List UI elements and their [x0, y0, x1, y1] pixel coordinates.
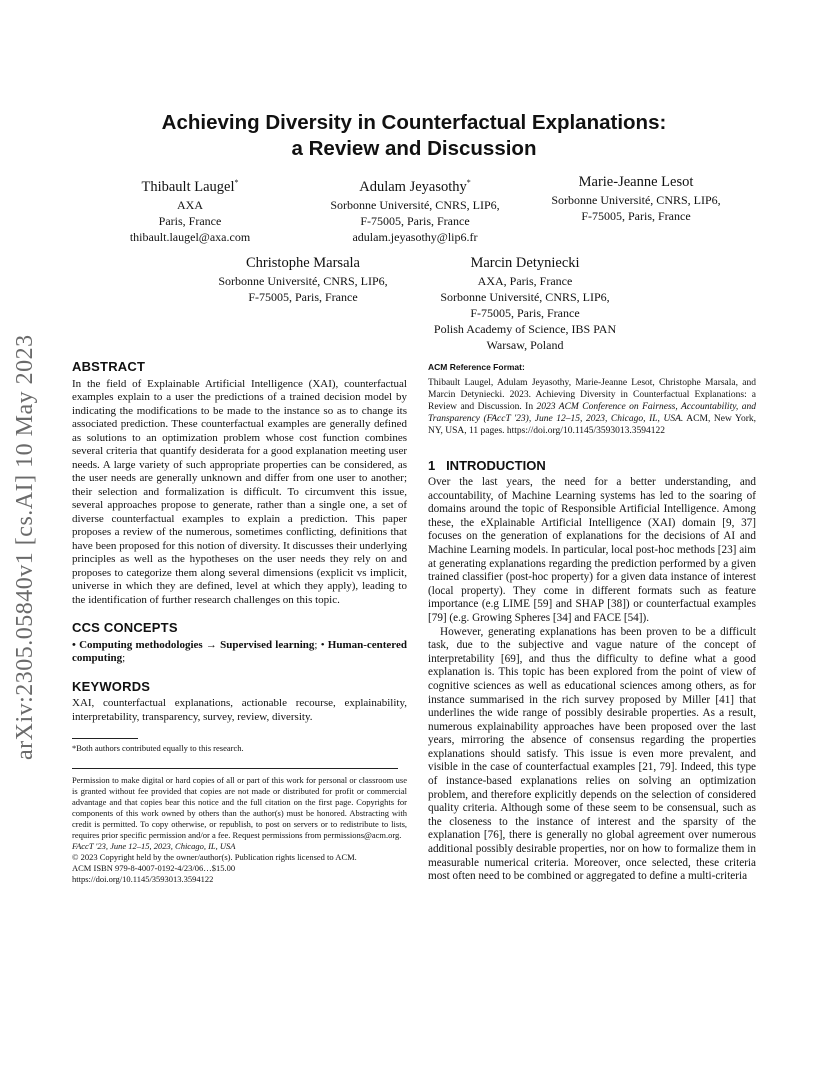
- ccs-heading: CCS CONCEPTS: [72, 620, 178, 635]
- intro-heading: 1 INTRODUCTION: [428, 457, 546, 473]
- author-affiliation: Polish Academy of Science, IBS PAN: [433, 322, 617, 336]
- intro-paragraph-1: Over the last years, the need for a better understanding, and accountability, of Machine Learning systems has led to the soaring of domains around the topic of Responsible Artificial Intelligence. Among these, the eXplainable Artificial Intelligence (XAI) domain [9, 37] focuses on the generation of explanations for the decisions of AI and Machine Learning models. In particular, local post-hoc methods [23] aim at generating explanations regarding the prediction performed by a given trained classifier (post-hoc property) for a given data instance of interest (local property). They come in different formats such as feature importance (e.g LIME [59] and SHAP [38]) or counterfactual examples [79] (e.g. Growing Spheres [34] and FACE [54]).: [428, 476, 756, 624]
- author-affiliation: AXA, Paris, France: [477, 274, 573, 288]
- author-block: [415, 254, 635, 353]
- permission-rule: [72, 768, 398, 769]
- author-location: F-75005, Paris, France: [470, 306, 580, 320]
- keywords-text: XAI, counterfactual explanations, actionable recourse, explainability, interpretability, transparency, survey, review, diversity.: [72, 697, 407, 723]
- footnote-rule: [72, 738, 138, 739]
- author-name: Adulam Jeyasothy: [359, 178, 467, 195]
- author-location: F-75005, Paris, France: [581, 209, 691, 223]
- ccs-end: ;: [122, 652, 126, 664]
- doi-line: https://doi.org/10.1145/3593013.3594122: [72, 874, 214, 884]
- left-column: [72, 360, 407, 885]
- ccs-separator: ; •: [314, 638, 328, 651]
- author-email: adulam.jeyasothy@lip6.fr: [352, 229, 478, 244]
- right-column: [428, 361, 756, 884]
- acm-reference-text: [428, 377, 756, 437]
- ccs-term: Supervised learning: [220, 638, 315, 651]
- author-location: F-75005, Paris, France: [360, 213, 470, 228]
- author-location: Warsaw, Poland: [486, 338, 564, 352]
- author-email: thibault.laugel@axa.com: [129, 229, 251, 244]
- venue-line: FAccT '23, June 12–15, 2023, Chicago, IL, USA: [72, 841, 236, 851]
- author-name: Marcin Detyniecki: [470, 255, 580, 271]
- author-affiliation: Sorbonne Université, CNRS, LIP6,: [440, 290, 610, 304]
- acm-reference-part: ACM, New York, NY, USA, 11 pages. https://doi.org/10.1145/3593013.3594122: [428, 413, 756, 436]
- author-affiliation: Sorbonne Université, CNRS, LIP6,: [551, 193, 721, 207]
- author-location: Paris, France: [158, 213, 222, 228]
- author-block: [100, 173, 280, 245]
- title-line-1: Achieving Diversity in Counterfactual Explanations:: [161, 111, 667, 134]
- abstract-heading: ABSTRACT: [72, 359, 146, 374]
- author-block: [203, 254, 403, 305]
- abstract-text: In the field of Explainable Artificial Intelligence (XAI), counterfactual examples explain to a user the predictions of a trained decision model by indicating the modifications to be made to the instance so as to change its associated prediction. These counterfactual examples are generally defined as solutions to an optimization problem whose cost function combines several criteria that quantify desiderata for a good explanation meeting user needs. A large variety of such appropriate properties can be considered, as the user needs are generally unknown and differ from one user to another; their selection and formalization is difficult. To circumvent this issue, several approaches propose to generate, rather than a single one, a set of diverse counterfactual examples to explain a prediction. This paper proposes a review of the numerous, sometimes conflicting, definitions that have been proposed for this notion of diversity. It discusses their underlying principles as well as the hypotheses on the user needs they rely on and proposes to categorize them along several dimensions (explicit vs implicit, universe in which they are defined, level at which they apply), leading to the identification of further research challenges on this topic.: [72, 377, 407, 606]
- keywords-heading: KEYWORDS: [72, 678, 151, 694]
- ccs-arrow: →: [202, 638, 221, 651]
- acm-reference-venue: 2023 ACM Conference on Fairness, Accountability, and Transparency (FAccT '23), June 12–15, 2023, Chicago, IL, USA.: [428, 401, 756, 424]
- equal-contribution-mark: *: [234, 178, 239, 187]
- ccs-term: • Computing methodologies: [72, 638, 203, 651]
- author-block: [315, 173, 515, 245]
- equal-contribution-mark: *: [466, 178, 471, 187]
- title-line-2: a Review and Discussion: [291, 137, 537, 160]
- copyright-line: © 2023 Copyright held by the owner/author(s). Publication rights licensed to ACM.: [72, 852, 357, 862]
- paper-title: [0, 110, 828, 162]
- author-name: Thibault Laugel: [141, 178, 235, 195]
- ccs-term: Human-centered computing: [72, 638, 407, 664]
- intro-paragraph-2: However, generating explanations has been proven to be a difficult task, due to the subjective and vague nature of the concept of interpretability [69], and thus the difficulty to define what a good explanation is. This topic has been explored from the point of view of cognitive sciences as well as educational sciences among others, as for instance summarised in the rich survey proposed by Miller [41] that underlines the wide range of possibly desirable properties. As a result, numerous explainability approaches have been proposed over the last years, mirroring the absence of consensus regarding the properties explanations should satisfy. This issue is even more prevalent, and visible in the case of counterfactual examples [21, 79]. Indeed, this type of instance-based explanations relies on solving an optimization problem, and therefore explicitly depends on the selection of considered quality criteria. Although some of these seem to be consensual, such as the closeness to the instance of interest and the sparsity of the explanation [76], there is generally no global agreement over numerous additional possibly desirable properties, nor on how to formalize them in measurable numerical criteria. Moreover, once selected, these criteria most often need to be combined or aggregated to define a multi-criteria: [428, 625, 756, 883]
- author-affiliation: Sorbonne Université, CNRS, LIP6,: [330, 197, 500, 212]
- permission-notice: Permission to make digital or hard copies of all or part of this work for personal or classroom use is granted without fee provided that copies are not made or distributed for profit or commercial advantage and that copies bear this notice and the full citation on the first page. Copyrights for components of this work owned by others than the author(s) must be honored. Abstracting with credit is permitted. To copy otherwise, or republish, to post on servers or to redistribute to lists, requires prior specific permission and/or a fee. Request permissions from permissions@acm.org.: [72, 775, 407, 840]
- author-name: Marie-Jeanne Lesot: [578, 174, 694, 190]
- acm-reference-part: Thibault Laugel, Adulam Jeyasothy, Marie-Jeanne Lesot, Christophe Marsala, and Marcin Detyniecki. 2023. Achieving Diversity in Counterfactual Explanations: a Review and Discussion. In: [428, 377, 756, 412]
- arxiv-side-stamp: arXiv:2305.05840v1 [cs.AI] 10 May 2023: [12, 334, 38, 760]
- author-location: F-75005, Paris, France: [248, 290, 358, 304]
- author-affiliation: AXA: [177, 197, 203, 212]
- isbn-line: ACM ISBN 979-8-4007-0192-4/23/06…$15.00: [72, 863, 236, 873]
- acm-reference-heading: ACM Reference Format:: [428, 362, 525, 372]
- footnote: *Both authors contributed equally to this research.: [72, 743, 244, 753]
- author-block: [536, 173, 736, 224]
- author-affiliation: Sorbonne Université, CNRS, LIP6,: [218, 274, 388, 288]
- ccs-text: [72, 639, 407, 666]
- author-name: Christophe Marsala: [246, 255, 360, 271]
